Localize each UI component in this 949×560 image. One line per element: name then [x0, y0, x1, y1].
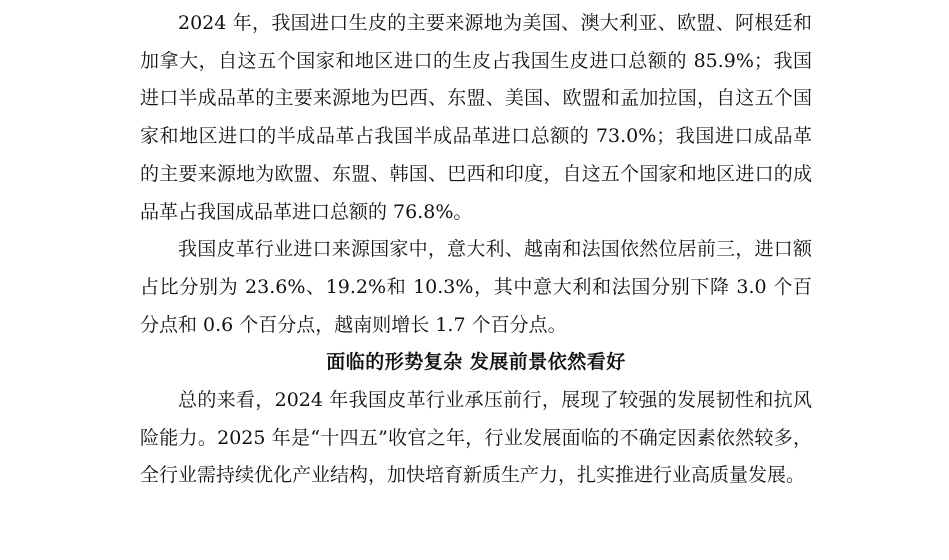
- paragraph-import-sources: 2024 年，我国进口生皮的主要来源地为美国、澳大利亚、欧盟、阿根廷和加拿大，自这五个国家和地区进口的生皮占我国生皮进口总额的 85.9%；我国进口半成品革的主要来源地为巴西、东盟、美国、欧盟和孟加拉国，自这五个国家和地区进口的半成品革占我国半成品革进口总额的 73.0%；我国进口成品革的主要来源地为欧盟、东盟、韩国、巴西和印度，自这五个国家和地区进口的成品革占我国成品革进口总额的 76.8%。: [140, 12, 812, 223]
- article-body: [140, 0, 812, 495]
- section-heading: 面临的形势复杂 发展前景依然看好: [326, 351, 626, 374]
- paragraph-outlook: 总的来看，2024 年我国皮革行业承压前行，展现了较强的发展韧性和抗风险能力。2025 年是“十四五”收官之年，行业发展面临的不确定因素依然较多，全行业需持续优化产业结构，加快培育新质生产力，扎实推进行业高质量发展。: [140, 389, 812, 487]
- paragraph-import-countries: 我国皮革行业进口来源国家中，意大利、越南和法国依然位居前三，进口额占比分别为 23.6%、19.2%和 10.3%，其中意大利和法国分别下降 3.0 个百分点和 0.6 个百分点，越南则增长 1.7 个百分点。: [140, 238, 812, 336]
